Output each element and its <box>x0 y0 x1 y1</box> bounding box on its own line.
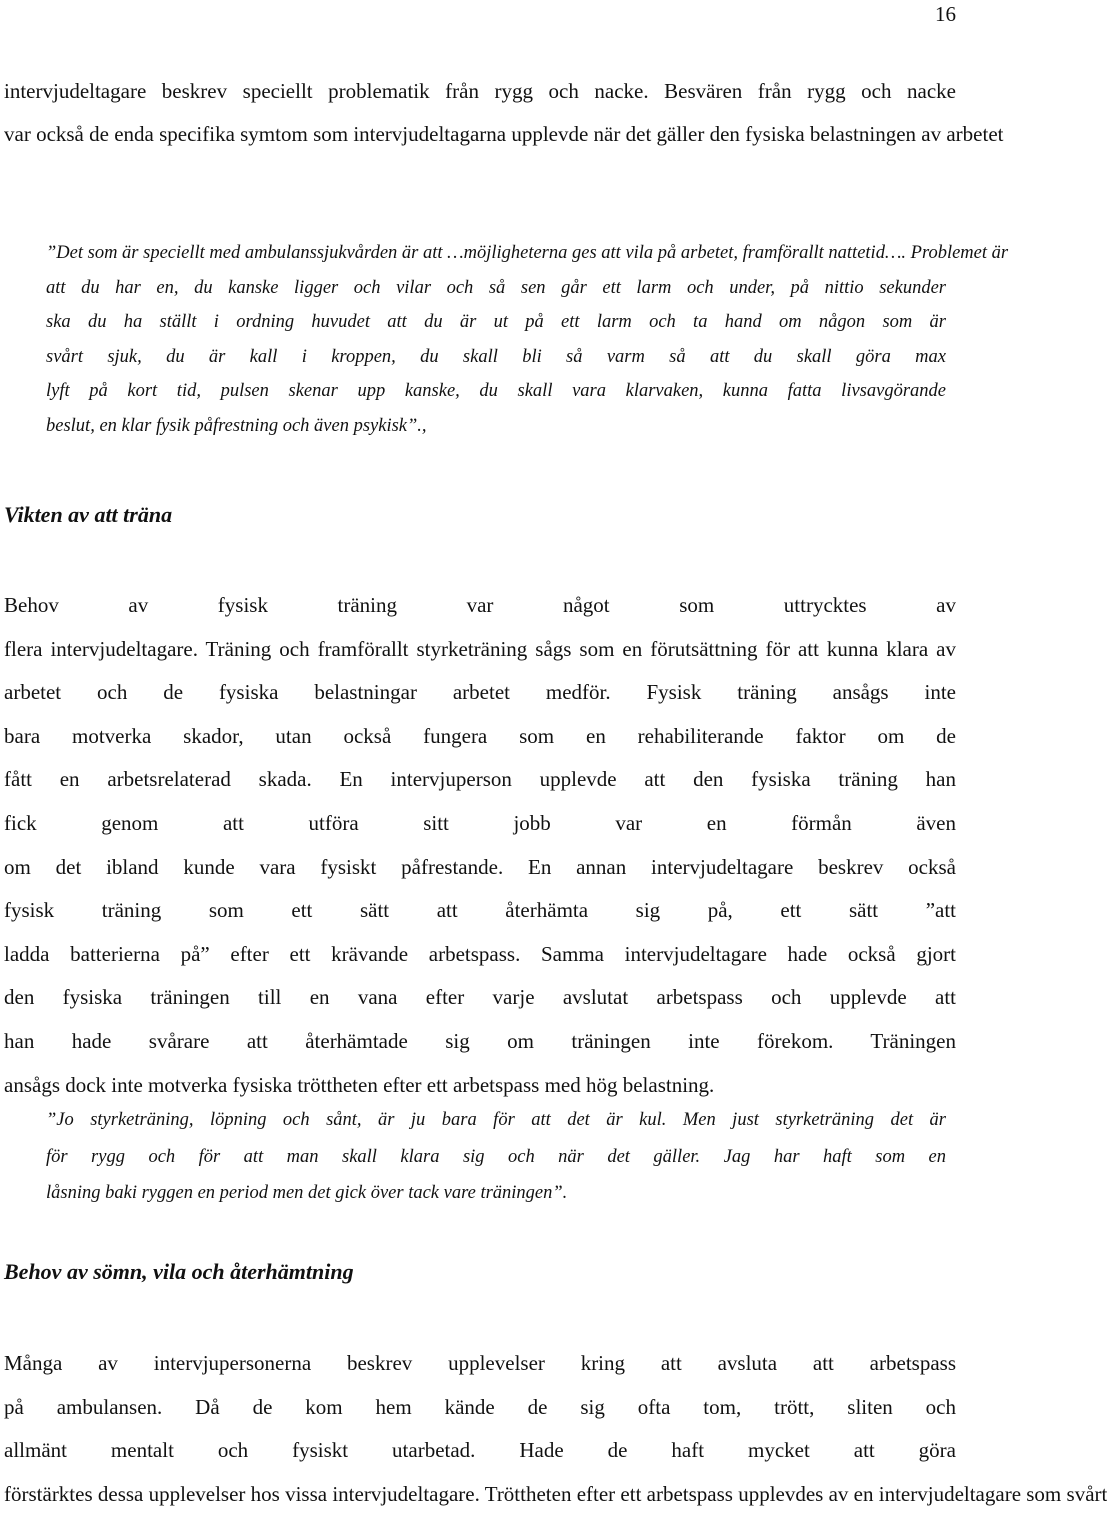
interview-quote-2 <box>46 1102 946 1212</box>
intro-paragraph <box>4 70 1004 156</box>
quote-line: ska du ha ställt i ordning huvudet att du är ut på ett larm och ta hand om någon som är <box>46 312 946 333</box>
paragraph-line: arbetet och de fysiska belastningar arbetet medför. Fysisk träning ansågs inte <box>4 680 956 705</box>
paragraph-line: Många av intervjupersonerna beskrev upplevelser kring att avsluta att arbetspass <box>4 1351 956 1375</box>
quote-line: svårt sjuk, du är kall i kroppen, du skall bli så varm så att du skall göra max <box>46 346 946 367</box>
paragraph-line: allmänt mentalt och fysiskt utarbetad. Hade de haft mycket att göra <box>4 1438 956 1463</box>
quote-line: ”Det som är speciellt med ambulanssjukvården är att …möjligheterna ges att vila på arbetet, framförallt nattetid…. Problemet är <box>46 243 1009 263</box>
paragraph-line: fick genom att utföra sitt jobb var en förmån även <box>4 810 956 835</box>
paragraph-line: ansågs dock inte motverka fysiska tröttheten efter ett arbetspass med hög belastning. <box>4 1072 715 1097</box>
paragraph-line: Behov av fysisk träning var något som uttrycktes av <box>4 593 956 617</box>
paragraph-line: fysisk träning som ett sätt att återhämta sig på, ett sätt ”att <box>4 898 956 923</box>
paragraph-line: bara motverka skador, utan också fungera som en rehabiliterande faktor om de <box>4 723 956 748</box>
paragraph-sleep-rest <box>4 1342 1107 1516</box>
paragraph-line: flera intervjudeltagare. Träning och framförallt styrketräning sågs som en förutsättning för att kunna klara av <box>4 636 956 661</box>
paragraph-line: på ambulansen. Då de kom hem kände de sig ofta tom, trött, sliten och <box>4 1394 956 1419</box>
page-number: 16 <box>935 2 956 26</box>
paragraph-training <box>4 584 956 1107</box>
interview-quote-1 <box>46 236 1009 444</box>
paragraph-line: förstärktes dessa upplevelser hos vissa intervjudeltagare. Tröttheten efter ett arbetspass upplevdes av en intervjudeltagare som svårt <box>4 1481 1107 1506</box>
intro-line: var också de enda specifika symtom som intervjudeltagarna upplevde när det gäller den fysiska belastningen av arbetet <box>4 122 1004 146</box>
quote-line: för rygg och för att man skall klara sig och när det gäller. Jag har haft som en <box>46 1146 946 1167</box>
paragraph-line: den fysiska träningen till en vana efter varje avslutat arbetspass och upplevde att <box>4 985 956 1010</box>
quote-line: att du har en, du kanske ligger och vilar och så sen går ett larm och under, på nittio sekunder <box>46 277 946 298</box>
section-heading-training: Vikten av att träna <box>4 502 173 527</box>
quote-line: lyft på kort tid, pulsen skenar upp kanske, du skall vara klarvaken, kunna fatta livsavgörande <box>46 381 946 402</box>
paragraph-line: om det ibland kunde vara fysiskt påfrestande. En annan intervjudeltagare beskrev också <box>4 854 956 879</box>
intro-line: intervjudeltagare beskrev speciellt problematik från rygg och nacke. Besvären från rygg och nacke <box>4 79 956 103</box>
paragraph-line: ladda batterierna på” efter ett krävande arbetspass. Samma intervjudeltagare hade också gjort <box>4 941 956 966</box>
quote-line: ”Jo styrketräning, löpning och sånt, är ju bara för att det är kul. Men just styrketräning det är <box>46 1110 946 1130</box>
paragraph-line: han hade svårare att återhämtade sig om träningen inte förekom. Träningen <box>4 1028 956 1053</box>
quote-line: beslut, en klar fysik påfrestning och även psykisk”., <box>46 415 427 436</box>
quote-line: låsning baki ryggen en period men det gick över tack vare träningen”. <box>46 1183 568 1203</box>
paragraph-line: fått en arbetsrelaterad skada. En intervjuperson upplevde att den fysiska träning han <box>4 767 956 792</box>
section-heading-sleep-rest: Behov av sömn, vila och återhämtning <box>4 1259 354 1284</box>
